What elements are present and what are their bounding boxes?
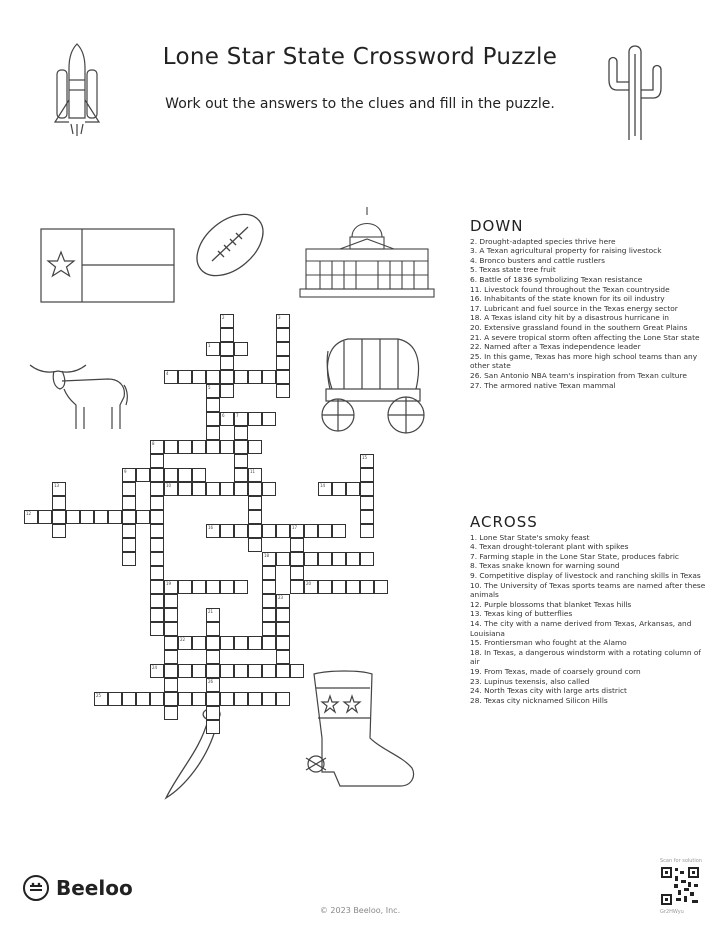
crossword-cell[interactable]	[332, 552, 346, 566]
down-heading: DOWN	[470, 217, 524, 235]
crossword-cell[interactable]	[234, 580, 248, 594]
crossword-cell[interactable]	[122, 524, 136, 538]
crossword-cell[interactable]	[206, 398, 220, 412]
crossword-cell[interactable]	[248, 496, 262, 510]
crossword-cell[interactable]	[122, 538, 136, 552]
crossword-cell[interactable]	[276, 384, 290, 398]
crossword-cell[interactable]	[276, 314, 290, 328]
crossword-cell[interactable]	[178, 636, 192, 650]
crossword-cell[interactable]	[276, 594, 290, 608]
longhorn-illustration	[28, 355, 133, 435]
crossword-cell[interactable]	[206, 524, 220, 538]
cell-number: 4	[166, 371, 169, 376]
crossword-cell[interactable]	[178, 468, 192, 482]
crossword-cell[interactable]	[262, 412, 276, 426]
texas-flag-illustration	[40, 228, 175, 303]
crossword-cell[interactable]	[276, 692, 290, 706]
crossword-cell[interactable]	[66, 510, 80, 524]
cell-number: 13	[54, 483, 60, 488]
crossword-cell[interactable]	[220, 342, 234, 356]
crossword-cell[interactable]	[276, 622, 290, 636]
clue-item: 14. The city with a name derived from Texas, Arkansas, and Louisiana	[470, 618, 692, 638]
crossword-cell[interactable]	[248, 538, 262, 552]
crossword-cell[interactable]	[220, 384, 234, 398]
crossword-cell[interactable]	[150, 524, 164, 538]
crossword-cell[interactable]	[164, 664, 178, 678]
crossword-cell[interactable]	[164, 594, 178, 608]
crossword-cell[interactable]	[220, 580, 234, 594]
crossword-cell[interactable]	[374, 580, 388, 594]
crossword-cell[interactable]	[290, 566, 304, 580]
crossword-cell[interactable]	[262, 552, 276, 566]
qr-code-text: Gr2HWyu	[660, 909, 684, 915]
cell-number: 24	[152, 665, 158, 670]
crossword-cell[interactable]	[346, 482, 360, 496]
crossword-cell[interactable]	[220, 664, 234, 678]
crossword-cell[interactable]	[206, 370, 220, 384]
crossword-cell[interactable]	[122, 692, 136, 706]
cell-number: 14	[320, 483, 326, 488]
crossword-cell[interactable]	[234, 440, 248, 454]
cactus-illustration	[603, 40, 668, 145]
crossword-cell[interactable]	[276, 370, 290, 384]
clue-item: 13. Texas king of butterflies	[470, 609, 573, 619]
crossword-cell[interactable]	[164, 622, 178, 636]
clue-item: 17. Lubricant and fuel source in the Texas energy sector	[470, 303, 678, 313]
cell-number: 22	[180, 637, 186, 642]
clue-item: 11. Livestock found throughout the Texan countryside	[470, 284, 670, 294]
crossword-cell[interactable]	[276, 552, 290, 566]
chili-pepper-illustration	[160, 690, 240, 805]
bee-icon	[22, 874, 50, 902]
crossword-cell[interactable]	[304, 552, 318, 566]
crossword-cell[interactable]	[192, 468, 206, 482]
brand-name: Beeloo	[56, 876, 133, 900]
crossword-cell[interactable]	[248, 692, 262, 706]
crossword-cell[interactable]	[192, 636, 206, 650]
crossword-cell[interactable]	[262, 370, 276, 384]
crossword-cell[interactable]	[164, 608, 178, 622]
clue-item: 9. Competitive display of livestock and ranching skills in Texas	[470, 570, 701, 580]
crossword-cell[interactable]	[164, 650, 178, 664]
crossword-cell[interactable]	[206, 342, 220, 356]
crossword-cell[interactable]	[276, 356, 290, 370]
crossword-cell[interactable]	[262, 482, 276, 496]
crossword-cell[interactable]	[234, 636, 248, 650]
crossword-cell[interactable]	[52, 524, 66, 538]
crossword-cell[interactable]	[94, 510, 108, 524]
crossword-cell[interactable]	[192, 580, 206, 594]
crossword-cell[interactable]	[360, 468, 374, 482]
capitol-illustration	[300, 205, 435, 300]
clue-item: 4. Texan drought-tolerant plant with spikes	[470, 542, 629, 552]
crossword-cell[interactable]	[318, 580, 332, 594]
crossword-cell[interactable]	[304, 580, 318, 594]
clue-item: 22. Named after a Texas independence leader	[470, 342, 641, 352]
crossword-cell[interactable]	[108, 692, 122, 706]
clue-item: 27. The armored native Texan mammal	[470, 380, 616, 390]
crossword-cell[interactable]	[150, 538, 164, 552]
cell-number: 17	[292, 525, 298, 530]
crossword-cell[interactable]	[150, 482, 164, 496]
crossword-cell[interactable]	[234, 412, 248, 426]
crossword-cell[interactable]	[52, 482, 66, 496]
crossword-cell[interactable]	[248, 664, 262, 678]
crossword-cell[interactable]	[150, 664, 164, 678]
crossword-cell[interactable]	[52, 496, 66, 510]
crossword-cell[interactable]	[262, 608, 276, 622]
crossword-cell[interactable]	[360, 510, 374, 524]
down-clues	[470, 217, 710, 390]
down-clue-list	[470, 237, 710, 391]
cell-number: 16	[208, 525, 214, 530]
crossword-cell[interactable]	[164, 468, 178, 482]
crossword-cell[interactable]	[234, 454, 248, 468]
crossword-cell[interactable]	[122, 552, 136, 566]
crossword-cell[interactable]	[276, 608, 290, 622]
crossword-cell[interactable]	[150, 496, 164, 510]
cell-number: 6	[222, 413, 225, 418]
crossword-cell[interactable]	[206, 426, 220, 440]
crossword-cell[interactable]	[220, 440, 234, 454]
crossword-cell[interactable]	[262, 566, 276, 580]
crossword-cell[interactable]	[262, 622, 276, 636]
clue-item: 15. Frontiersman who fought at the Alamo	[470, 638, 627, 648]
crossword-cell[interactable]	[360, 524, 374, 538]
crossword-cell[interactable]	[164, 370, 178, 384]
clue-item: 1. Lone Star State's smoky feast	[470, 532, 590, 542]
crossword-cell[interactable]	[136, 692, 150, 706]
crossword-cell[interactable]	[276, 342, 290, 356]
cell-number: 19	[166, 581, 172, 586]
page-title: Lone Star State Crossword Puzzle	[162, 44, 558, 70]
crossword-cell[interactable]	[276, 524, 290, 538]
crossword-cell[interactable]	[262, 524, 276, 538]
cell-number: 3	[278, 315, 281, 320]
cell-number: 21	[208, 609, 214, 614]
clue-item: 18. A Texas island city hit by a disastrous hurricane in	[470, 313, 669, 323]
crossword-cell[interactable]	[234, 342, 248, 356]
clue-item: 6. Battle of 1836 symbolizing Texan resistance	[470, 274, 643, 284]
crossword-cell[interactable]	[248, 636, 262, 650]
crossword-cell[interactable]	[346, 580, 360, 594]
crossword-cell[interactable]	[206, 664, 220, 678]
space-shuttle-illustration	[45, 40, 110, 140]
crossword-cell[interactable]	[206, 440, 220, 454]
across-heading: ACROSS	[470, 513, 538, 531]
crossword-cell[interactable]	[360, 552, 374, 566]
clue-item: 21. A severe tropical storm often affecting the Lone Star state	[470, 332, 700, 342]
crossword-cell[interactable]	[262, 594, 276, 608]
crossword-cell[interactable]	[80, 510, 94, 524]
clue-item: 4. Bronco busters and cattle rustlers	[470, 255, 605, 265]
crossword-cell[interactable]	[150, 622, 164, 636]
clue-item: 16. Inhabitants of the state known for its oil industry	[470, 294, 665, 304]
crossword-cell[interactable]	[94, 692, 108, 706]
across-clue-list	[470, 533, 710, 706]
crossword-cell[interactable]	[150, 580, 164, 594]
crossword-cell[interactable]	[220, 328, 234, 342]
crossword-cell[interactable]	[164, 636, 178, 650]
crossword-cell[interactable]	[360, 454, 374, 468]
crossword-cell[interactable]	[234, 482, 248, 496]
crossword-cell[interactable]	[178, 370, 192, 384]
cell-number: 5	[208, 385, 211, 390]
crossword-cell[interactable]	[52, 510, 66, 524]
crossword-cell[interactable]	[122, 468, 136, 482]
crossword-cell[interactable]	[248, 468, 262, 482]
crossword-cell[interactable]	[332, 524, 346, 538]
crossword-cell[interactable]	[360, 496, 374, 510]
brand-logo[interactable]	[22, 874, 133, 902]
crossword-cell[interactable]	[150, 440, 164, 454]
cell-number: 20	[306, 581, 312, 586]
crossword-cell[interactable]	[248, 524, 262, 538]
crossword-cell[interactable]	[262, 692, 276, 706]
clue-item: 19. From Texas, made of coarsely ground corn	[470, 666, 641, 676]
clue-item: 10. The University of Texas sports teams are named after these animals	[470, 580, 706, 600]
crossword-cell[interactable]	[360, 580, 374, 594]
crossword-cell[interactable]	[164, 482, 178, 496]
crossword-cell[interactable]	[150, 552, 164, 566]
crossword-cell[interactable]	[248, 370, 262, 384]
clue-item: 26. San Antonio NBA team's inspiration from Texan culture	[470, 370, 687, 380]
crossword-cell[interactable]	[192, 440, 206, 454]
crossword-cell[interactable]	[206, 650, 220, 664]
crossword-cell[interactable]	[248, 440, 262, 454]
cowboy-boot-illustration	[300, 668, 420, 798]
crossword-cell[interactable]	[178, 440, 192, 454]
crossword-cell[interactable]	[122, 496, 136, 510]
crossword-cell[interactable]	[24, 510, 38, 524]
clue-item: 2. Drought-adapted species thrive here	[470, 236, 616, 246]
crossword-cell[interactable]	[262, 664, 276, 678]
covered-wagon-illustration	[318, 333, 428, 438]
cell-number: 2	[222, 315, 225, 320]
cell-number: 1	[208, 343, 211, 348]
crossword-cell[interactable]	[206, 622, 220, 636]
crossword-cell[interactable]	[220, 314, 234, 328]
crossword-cell[interactable]	[136, 510, 150, 524]
crossword-cell[interactable]	[276, 328, 290, 342]
crossword-cell[interactable]	[290, 552, 304, 566]
cell-number: 10	[166, 483, 172, 488]
clue-item: 25. In this game, Texas has more high school teams than any other state	[470, 351, 698, 371]
crossword-cell[interactable]	[150, 566, 164, 580]
crossword-cell[interactable]	[332, 580, 346, 594]
crossword-cell[interactable]	[192, 370, 206, 384]
crossword-cell[interactable]	[262, 636, 276, 650]
crossword-cell[interactable]	[220, 356, 234, 370]
crossword-cell[interactable]	[178, 664, 192, 678]
across-clues	[470, 513, 710, 705]
cell-number: 12	[26, 511, 32, 516]
qr-label: Scan for solution	[660, 858, 703, 864]
crossword-cell[interactable]	[192, 664, 206, 678]
clue-item: 20. Extensive grassland found in the southern Great Plains	[470, 322, 688, 332]
crossword-cell[interactable]	[164, 440, 178, 454]
cell-number: 7	[236, 413, 239, 418]
cell-number: 26	[208, 679, 214, 684]
crossword-cell[interactable]	[220, 524, 234, 538]
crossword-cell[interactable]	[346, 552, 360, 566]
crossword-cell[interactable]	[318, 552, 332, 566]
cell-number: 8	[152, 441, 155, 446]
cell-number: 9	[124, 469, 127, 474]
clue-item: 7. Farming staple in the Lone Star State, produces fabric	[470, 551, 679, 561]
cell-number: 25	[96, 693, 102, 698]
crossword-cell[interactable]	[136, 468, 150, 482]
crossword-cell[interactable]	[150, 608, 164, 622]
crossword-cell[interactable]	[234, 664, 248, 678]
cell-number: 18	[264, 553, 270, 558]
crossword-cell[interactable]	[220, 482, 234, 496]
crossword-cell[interactable]	[178, 580, 192, 594]
crossword-cell[interactable]	[276, 650, 290, 664]
clue-item: 28. Texas city nicknamed Silicon Hills	[470, 695, 608, 705]
crossword-cell[interactable]	[290, 538, 304, 552]
cell-number: 23	[278, 595, 284, 600]
crossword-cell[interactable]	[206, 608, 220, 622]
football-illustration	[188, 205, 273, 285]
clue-item: 24. North Texas city with large arts district	[470, 686, 627, 696]
crossword-cell[interactable]	[206, 636, 220, 650]
crossword-cell[interactable]	[290, 580, 304, 594]
crossword-cell[interactable]	[248, 412, 262, 426]
crossword-cell[interactable]	[304, 524, 318, 538]
copyright: © 2023 Beeloo, Inc.	[319, 906, 401, 915]
crossword-cell[interactable]	[262, 580, 276, 594]
cell-number: 15	[362, 455, 368, 460]
crossword-cell[interactable]	[108, 510, 122, 524]
crossword-cell[interactable]	[206, 384, 220, 398]
crossword-cell[interactable]	[38, 510, 52, 524]
crossword-cell[interactable]	[220, 370, 234, 384]
crossword-cell[interactable]	[122, 510, 136, 524]
page-subtitle: Work out the answers to the clues and fill in the puzzle.	[165, 96, 555, 112]
crossword-cell[interactable]	[150, 468, 164, 482]
crossword-cell[interactable]	[318, 524, 332, 538]
crossword-cell[interactable]	[360, 482, 374, 496]
crossword-cell[interactable]	[332, 482, 346, 496]
clue-item: 18. In Texas, a dangerous windstorm with a rotating column of air	[470, 647, 702, 667]
crossword-cell[interactable]	[318, 482, 332, 496]
crossword-cell[interactable]	[150, 594, 164, 608]
crossword-cell[interactable]	[234, 468, 248, 482]
crossword-cell[interactable]	[206, 412, 220, 426]
crossword-cell[interactable]	[206, 482, 220, 496]
crossword-cell[interactable]	[206, 580, 220, 594]
crossword-cell[interactable]	[122, 482, 136, 496]
clue-item: 12. Purple blossoms that blanket Texas hills	[470, 599, 632, 609]
crossword-cell[interactable]	[220, 412, 234, 426]
crossword-cell[interactable]	[164, 580, 178, 594]
crossword-cell[interactable]	[248, 482, 262, 496]
crossword-cell[interactable]	[234, 524, 248, 538]
crossword-cell[interactable]	[276, 636, 290, 650]
clue-item: 8. Texas snake known for warning sound	[470, 561, 620, 571]
crossword-cell[interactable]	[192, 482, 206, 496]
crossword-cell[interactable]	[234, 370, 248, 384]
crossword-cell[interactable]	[220, 636, 234, 650]
crossword-cell[interactable]	[178, 482, 192, 496]
crossword-cell[interactable]	[234, 426, 248, 440]
clue-item: 3. A Texan agricultural property for raising livestock	[470, 246, 662, 256]
clue-item: 23. Lupinus texensis, also called	[470, 676, 590, 686]
qr-code-icon[interactable]	[660, 866, 700, 906]
crossword-cell[interactable]	[150, 454, 164, 468]
crossword-cell[interactable]	[290, 524, 304, 538]
cell-number: 11	[250, 469, 256, 474]
crossword-cell[interactable]	[276, 664, 290, 678]
crossword-cell[interactable]	[248, 510, 262, 524]
clue-item: 5. Texas state tree fruit	[470, 265, 556, 275]
crossword-cell[interactable]	[150, 510, 164, 524]
